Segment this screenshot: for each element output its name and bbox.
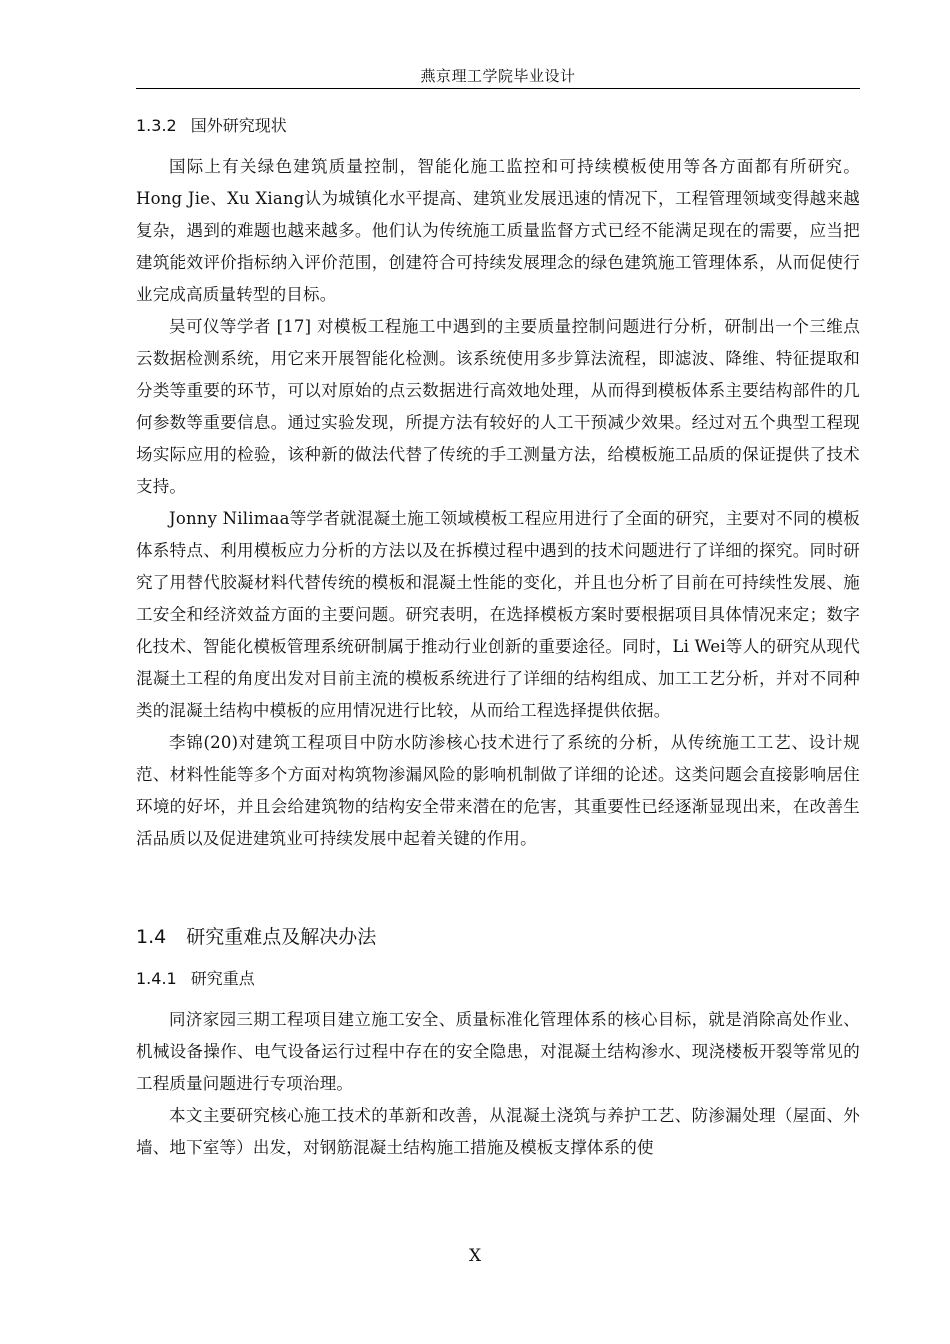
section-title: 国外研究现状 (190, 116, 287, 135)
paragraph: 国际上有关绿色建筑质量控制，智能化施工监控和可持续模板使用等各方面都有所研究。Hong Jie、Xu Xiang认为城镇化水平提高、建筑业发展迅速的情况下，工程管理领域变得越来越复杂，遇到的难题也越来越多。他们认为传统施工质量监督方式已经不能满足现在的需要，应当把建筑能效评价指标纳入评价范围，创建符合可持续发展理念的绿色建筑施工管理体系，从而促使行业完成高质量转型的目标。 (136, 157, 860, 304)
section-heading-1-3-2 (136, 114, 860, 138)
section-number: 1.4.1 (136, 969, 177, 988)
section-heading-1-4-1 (136, 967, 860, 991)
paragraph: 同济家园三期工程项目建立施工安全、质量标准化管理体系的核心目标，就是消除高处作业、机械设备操作、电气设备运行过程中存在的安全隐患，对混凝土结构渗水、现浇楼板开裂等常见的工程质量问题进行专项治理。 (136, 1010, 860, 1093)
page-header: 燕京理工学院毕业设计 (420, 67, 576, 85)
paragraph: 吴可仪等学者 [17] 对模板工程施工中遇到的主要质量控制问题进行分析，研制出一个三维点云数据检测系统，用它来开展智能化检测。该系统使用多步算法流程，即滤波、降维、特征提取和分类等重要的环节，可以对原始的点云数据进行高效地处理，从而得到模板体系主要结构部件的几何参数等重要信息。通过实验发现，所提方法有较好的人工干预减少效果。经过对五个典型工程现场实际应用的检验，该种新的做法代替了传统的手工测量方法，给模板施工品质的保证提供了技术支持。 (136, 317, 860, 496)
page-body (136, 114, 860, 1164)
paragraph: Jonny Nilimaa等学者就混凝土施工领域模板工程应用进行了全面的研究，主要对不同的模板体系特点、利用模板应力分析的方法以及在拆模过程中遇到的技术问题进行了详细的探究。同时研究了用替代胶凝材料代替传统的模板和混凝土性能的变化，并且也分析了目前在可持续性发展、施工安全和经济效益方面的主要问题。研究表明，在选择模板方案时要根据项目具体情况来定；数字化技术、智能化模板管理系统研制属于推动行业创新的重要途径。同时，Li Wei等人的研究从现代混凝土工程的角度出发对目前主流的模板系统进行了详细的结构组成、加工工艺分析，并对不同种类的混凝土结构中模板的应用情况进行比较，从而给工程选择提供依据。 (136, 509, 860, 720)
header-rule (136, 88, 860, 89)
paragraph: 本文主要研究核心施工技术的革新和改善，从混凝土浇筑与养护工艺、防渗漏处理（屋面、外墙、地下室等）出发，对钢筋混凝土结构施工措施及模板支撑体系的使 (136, 1106, 860, 1157)
section-title: 研究重难点及解决办法 (186, 926, 377, 948)
section-number: 1.4 (136, 926, 167, 948)
paragraph: 李锦(20)对建筑工程项目中防水防渗核心技术进行了系统的分析，从传统施工工艺、设计规范、材料性能等多个方面对构筑物渗漏风险的影响机制做了详细的论述。这类问题会直接影响居住环境的好坏，并且会给建筑物的结构安全带来潜在的危害，其重要性已经逐渐显现出来，在改善生活品质以及促进建筑业可持续发展中起着关键的作用。 (136, 733, 860, 848)
page-number: X (468, 1246, 482, 1266)
section-number: 1.3.2 (136, 116, 177, 135)
section-heading-1-4 (136, 923, 860, 951)
section-title: 研究重点 (190, 969, 255, 988)
